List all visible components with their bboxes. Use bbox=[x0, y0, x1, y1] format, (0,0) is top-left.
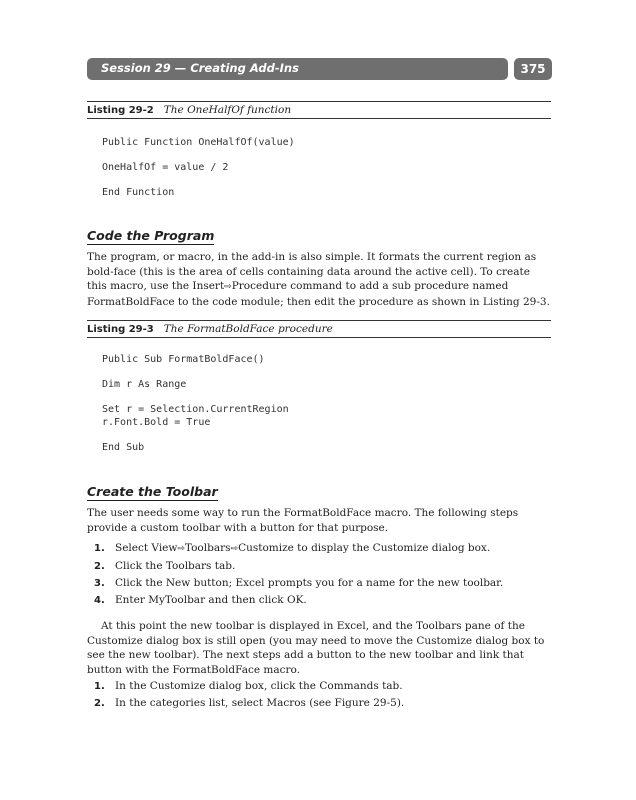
paragraph: The user needs some way to run the FormatBoldFace macro. The following steps provide a custom toolbar with a button for that purpose. bbox=[87, 507, 519, 534]
listing-label: Listing 29-2 bbox=[87, 105, 154, 116]
list-item bbox=[87, 678, 551, 695]
section-heading-code-the-program: Code the Program bbox=[87, 228, 215, 243]
section-heading-create-the-toolbar: Create the Toolbar bbox=[87, 484, 218, 499]
step-number: 4. bbox=[94, 595, 105, 606]
code-line: End Function bbox=[102, 187, 175, 198]
session-title: Session 29 — Creating Add-Ins bbox=[101, 61, 299, 75]
menu-arrow-icon: ⇨ bbox=[177, 544, 185, 554]
numbered-list bbox=[87, 540, 551, 609]
step-text: In the categories list, select Macros (see Figure 29-5). bbox=[115, 697, 405, 709]
step-text: Click the Toolbars tab. bbox=[115, 560, 236, 572]
code-line: Public Function OneHalfOf(value) bbox=[102, 137, 295, 148]
list-item bbox=[87, 558, 551, 575]
menu-arrow-icon: ⇨ bbox=[224, 282, 232, 292]
step-text: Toolbars bbox=[184, 542, 231, 554]
paragraph-text: The program, or macro, in the add-in is also simple. It formats the current region as bold-face (this is the area of cells containing data around the active cell). To create this macro, use the Insert bbox=[87, 251, 537, 292]
step-number: 1. bbox=[94, 543, 105, 554]
step-text: Customize to display the Customize dialog box. bbox=[238, 542, 491, 554]
code-line: Public Sub FormatBoldFace() bbox=[102, 354, 265, 365]
list-item bbox=[87, 540, 551, 558]
code-line: Dim r As Range bbox=[102, 379, 187, 390]
running-header bbox=[87, 58, 508, 80]
step-text: Select View bbox=[115, 542, 178, 554]
step-number: 2. bbox=[94, 698, 105, 709]
list-item bbox=[87, 575, 551, 592]
listing-29-3-header bbox=[87, 320, 551, 338]
code-line: End Sub bbox=[102, 442, 145, 453]
listing-title: The FormatBoldFace procedure bbox=[163, 323, 333, 335]
step-number: 1. bbox=[94, 681, 105, 692]
paragraph: At this point the new toolbar is displayed in Excel, and the Toolbars pane of the Customize dialog box is still open (you may need to move the Customize dialog box to see the new toolbar). The next steps add a button to the new toolbar and link that button with the FormatBoldFace macro. bbox=[87, 620, 545, 676]
step-text: In the Customize dialog box, click the Commands tab. bbox=[115, 680, 403, 692]
step-text: Click the New button; Excel prompts you for a name for the new toolbar. bbox=[115, 577, 504, 589]
code-line: Set r = Selection.CurrentRegion r.Font.Bold = True bbox=[102, 404, 289, 428]
paragraph-text: Procedure command to add a sub procedure named FormatBoldFace to the code module; then edit the procedure as shown in Listing 29-3. bbox=[87, 280, 550, 308]
step-text: Enter MyToolbar and then click OK. bbox=[115, 594, 307, 606]
numbered-list bbox=[87, 678, 551, 712]
listing-29-2-header bbox=[87, 101, 551, 119]
listing-label: Listing 29-3 bbox=[87, 324, 154, 335]
menu-arrow-icon: ⇨ bbox=[230, 544, 239, 554]
paragraph bbox=[87, 250, 551, 309]
listing-title: The OneHalfOf function bbox=[163, 104, 292, 116]
list-item bbox=[87, 592, 551, 609]
page-number: 375 bbox=[514, 58, 552, 80]
code-line: OneHalfOf = value / 2 bbox=[102, 162, 229, 173]
list-item bbox=[87, 695, 551, 712]
step-number: 3. bbox=[94, 578, 105, 589]
step-number: 2. bbox=[94, 561, 105, 572]
